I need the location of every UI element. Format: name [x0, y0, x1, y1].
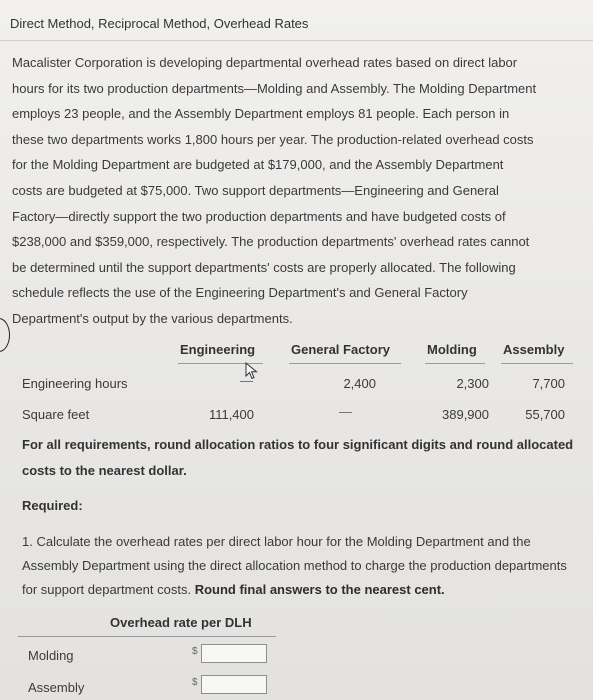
cell-dash: —	[339, 404, 352, 419]
title-divider	[0, 40, 593, 41]
cell-dash: —	[240, 373, 253, 388]
required-heading: Required:	[22, 498, 83, 513]
problem-title: Direct Method, Reciprocal Method, Overhead Rates	[10, 16, 309, 31]
paragraph-line: Factory—directly support the two production departments and have budgeted costs of	[12, 208, 506, 224]
col-header-assembly: Assembly	[503, 342, 565, 357]
requirement-1-text: 1. Calculate the overhead rates per direct labor hour for the Molding Department and the Assembly Department using the direct allocation method to charge the production departments for support department costs.	[22, 534, 567, 597]
paragraph-line: these two departments works 1,800 hours per year. The production-related overhead costs	[12, 131, 534, 147]
requirement-1	[22, 530, 582, 602]
row-label-molding: Molding	[28, 648, 74, 663]
cell-value: 111,400	[208, 407, 254, 422]
molding-rate-input[interactable]	[201, 644, 267, 663]
header-underline	[501, 363, 573, 364]
paragraph-line: Department's output by the various departments.	[12, 310, 293, 326]
requirement-1-rounding: Round final answers to the nearest cent.	[194, 582, 445, 597]
paragraph-line: employs 23 people, and the Assembly Department employs 81 people. Each person in	[12, 106, 510, 122]
paragraph-line: Macalister Corporation is developing departmental overhead rates based on direct labor	[12, 55, 518, 70]
cell-value: 2,300	[456, 376, 489, 391]
binder-ring-mark	[0, 318, 10, 352]
cell-value: 55,700	[525, 407, 565, 422]
overhead-header-underline	[18, 636, 276, 637]
paragraph-line: costs are budgeted at $75,000. Two support departments—Engineering and General	[12, 182, 499, 198]
problem-paragraph	[12, 50, 590, 332]
cell-value: 7,700	[532, 376, 565, 391]
col-header-general-factory: General Factory	[291, 342, 390, 357]
paragraph-line: hours for its two production departments—Molding and Assembly. The Molding Department	[12, 80, 537, 96]
cell-value: 2,400	[343, 376, 376, 391]
paragraph-line: be determined until the support departments' costs are properly allocated. The following	[12, 259, 516, 275]
row-label-square-feet: Square feet	[22, 407, 90, 422]
col-header-engineering: Engineering	[180, 342, 256, 357]
row-label-assembly: Assembly	[28, 680, 85, 695]
header-underline	[289, 363, 401, 364]
header-underline	[425, 363, 485, 364]
assembly-rate-input[interactable]	[201, 675, 267, 694]
row-label-engineering-hours: Engineering hours	[22, 376, 128, 391]
overhead-rate-header: Overhead rate per DLH	[110, 615, 252, 630]
cell-value: 389,900	[442, 407, 489, 422]
paragraph-line: for the Molding Department are budgeted at $179,000, and the Assembly Department	[12, 157, 504, 173]
currency-symbol: $	[192, 646, 198, 657]
rounding-note: For all requirements, round allocation ratios to four significant digits and round allocated costs to the nearest dollar.	[22, 437, 574, 478]
currency-symbol: $	[192, 677, 198, 688]
paragraph-line: $238,000 and $359,000, respectively. The production departments' overhead rates cannot	[12, 234, 530, 250]
col-header-molding: Molding	[427, 342, 477, 357]
paragraph-line: schedule reflects the use of the Engineering Department's and General Factory	[12, 285, 468, 301]
